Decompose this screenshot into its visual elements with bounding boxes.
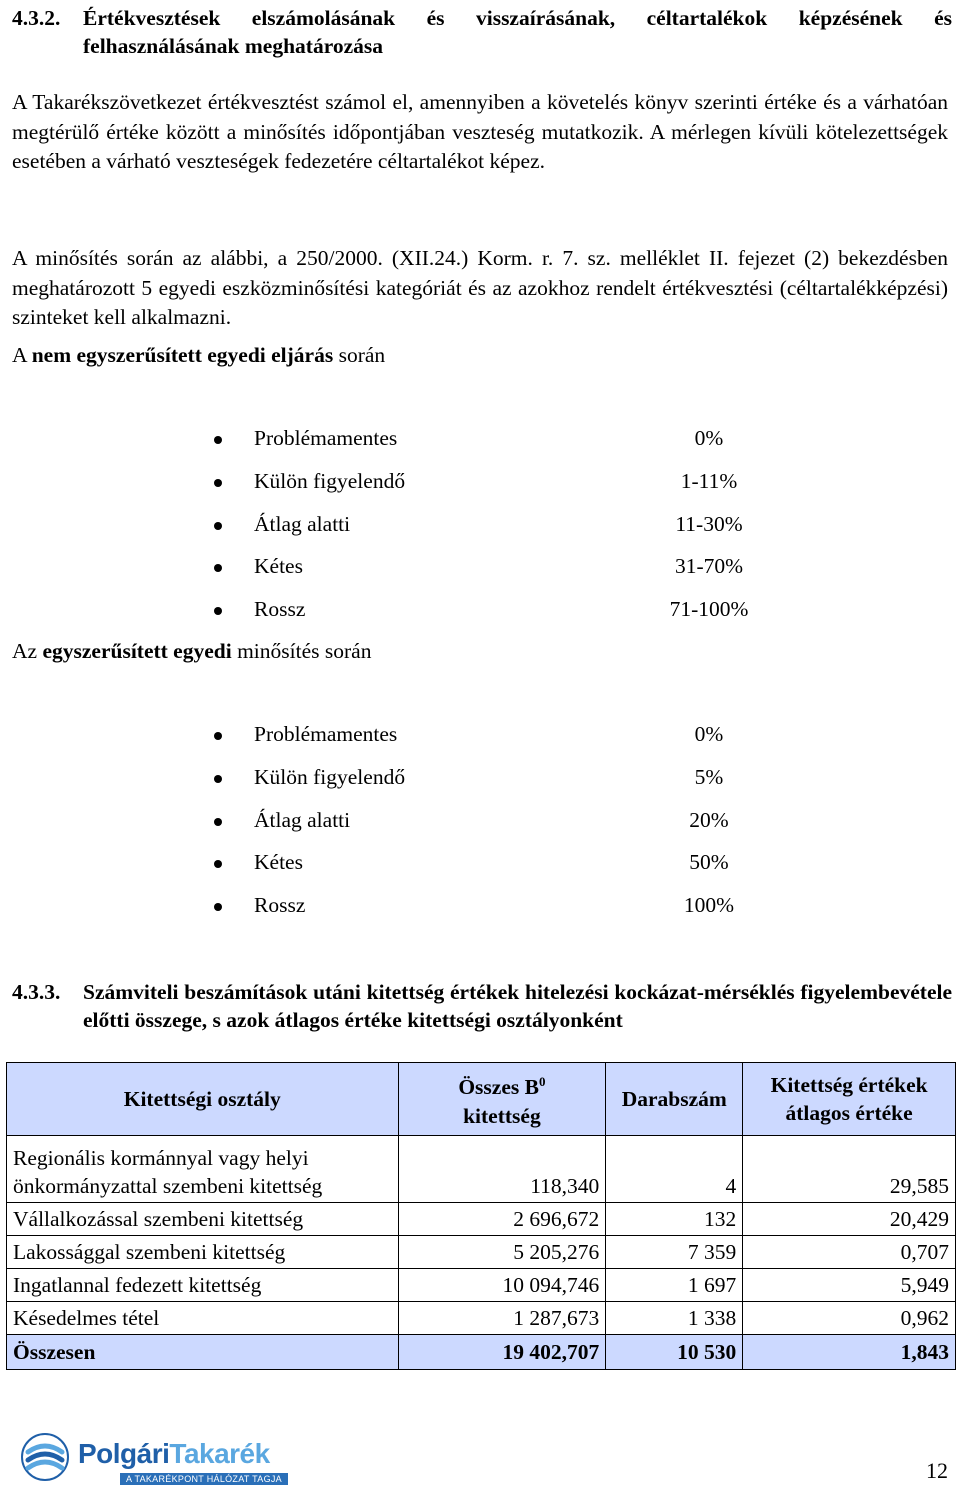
logo-tagline: A TAKARÉKPONT HÁLÓZAT TAGJA	[120, 1473, 288, 1485]
intro-suffix: során	[333, 343, 386, 367]
section-title: Értékvesztések elszámolásának és visszaírásának, céltartalékok képzésének és felhasználásának meghatározása	[83, 6, 952, 58]
paragraph-classification: A minősítés során az alábbi, a 250/2000. (XII.24.) Korm. r. 7. sz. melléklet II. fejezet (2) bekezdésben meghatározott 5 egyedi eszközminősítési kategóriát és az azokhoz rendelt értékvesztési (céltartalékképzési) szinteket kell alkalmazni.	[12, 246, 948, 329]
category-label: Kétes	[254, 850, 303, 875]
intro-prefix: A	[12, 343, 32, 367]
category-label: Átlag alatti	[254, 807, 351, 832]
logo-word-1: Polgári	[78, 1438, 170, 1469]
category-value: 20%	[689, 807, 729, 832]
simplified-list	[0, 722, 960, 936]
cell-total: 2 696,672	[398, 1203, 606, 1236]
intro-suffix: minősítés során	[231, 639, 372, 663]
header-exposure-class: Kitettségi osztály	[7, 1063, 399, 1136]
cell-class: Ingatlannal fedezett kitettség	[7, 1269, 399, 1302]
header-total-sup: 0	[538, 1074, 546, 1090]
header-total-main: Összes B	[458, 1075, 539, 1100]
cell-count: 7 359	[606, 1236, 743, 1269]
cell-average: 20,429	[743, 1203, 956, 1236]
section-title: Számviteli beszámítások utáni kitettség értékek hitelezési kockázat-mérséklés figyelembevétele előtti összege, s azok átlagos értéke kitettségi osztályonként	[83, 980, 952, 1032]
category-value: 71-100%	[669, 597, 749, 622]
category-value: 0%	[694, 722, 724, 746]
logo-emblem-icon	[20, 1432, 70, 1482]
section-heading-4-3-3	[12, 978, 952, 1034]
table-row	[7, 1203, 956, 1236]
list-item	[0, 722, 960, 765]
section-number: 4.3.3.	[12, 980, 61, 1004]
cell-class: Összesen	[7, 1335, 399, 1370]
nonsimplified-intro	[12, 341, 948, 371]
intro-prefix: Az	[12, 639, 43, 663]
category-value: 31-70%	[674, 554, 744, 579]
bullet-icon	[214, 775, 222, 783]
category-value: 1-11%	[680, 468, 738, 493]
cell-average: 0,962	[743, 1302, 956, 1335]
cell-count: 132	[606, 1203, 743, 1236]
cell-total: 1 287,673	[398, 1302, 606, 1335]
table-row	[7, 1302, 956, 1335]
nonsimplified-list	[0, 426, 960, 640]
polgari-takarek-logo	[20, 1430, 290, 1486]
list-item	[0, 808, 960, 851]
cell-count: 10 530	[606, 1335, 743, 1370]
cell-total: 10 094,746	[398, 1269, 606, 1302]
category-value: 0%	[694, 426, 724, 450]
logo-word-2: Takarék	[169, 1438, 270, 1469]
cell-average: 5,949	[743, 1269, 956, 1302]
table-row	[7, 1236, 956, 1269]
table-header-row	[7, 1063, 956, 1136]
bullet-icon	[214, 522, 222, 530]
table-row	[7, 1136, 956, 1203]
cell-class: Késedelmes tétel	[7, 1302, 399, 1335]
bullet-icon	[214, 479, 222, 487]
list-item	[0, 512, 960, 555]
category-value: 100%	[683, 893, 735, 918]
category-value: 11-30%	[675, 511, 743, 536]
category-label: Problémamentes	[254, 426, 398, 450]
cell-count: 4	[606, 1136, 743, 1203]
simplified-intro	[12, 637, 948, 667]
cell-average: 29,585	[743, 1136, 956, 1203]
cell-class: Vállalkozással szembeni kitettség	[7, 1203, 399, 1236]
header-total-sub: kitettség	[463, 1103, 541, 1128]
section-heading-4-3-2	[12, 4, 952, 60]
bullet-icon	[214, 436, 222, 444]
intro-bold: nem egyszerűsített egyedi eljárás	[31, 343, 334, 367]
header-count: Darabszám	[606, 1063, 743, 1136]
cell-class: Regionális kormánnyal vagy helyi önkormányzattal szembeni kitettség	[7, 1136, 399, 1203]
bullet-icon	[214, 564, 222, 572]
header-total-exposure	[398, 1063, 606, 1136]
category-label: Rossz	[254, 893, 306, 918]
category-label: Külön figyelendő	[254, 468, 406, 493]
cell-count: 1 697	[606, 1269, 743, 1302]
list-item	[0, 554, 960, 597]
header-average: Kitettség értékek átlagos értéke	[743, 1063, 956, 1136]
bullet-icon	[214, 818, 222, 826]
cell-count: 1 338	[606, 1302, 743, 1335]
category-label: Átlag alatti	[254, 511, 351, 536]
category-label: Külön figyelendő	[254, 764, 406, 789]
list-item	[0, 597, 960, 640]
cell-total: 5 205,276	[398, 1236, 606, 1269]
cell-class: Lakossággal szembeni kitettség	[7, 1236, 399, 1269]
bullet-icon	[214, 860, 222, 868]
cell-average: 1,843	[743, 1335, 956, 1370]
list-item	[0, 469, 960, 512]
list-item	[0, 765, 960, 808]
paragraph-intro: A Takarékszövetkezet értékvesztést számol el, amennyiben a követelés könyv szerinti értéke és a várhatóan megtérülő értéke között a minősítés időpontjában veszteség mutatkozik. A mérlegen kívüli kötelezettségek esetében a várható veszteségek fedezetére céltartalékot képez.	[12, 90, 948, 173]
cell-average: 0,707	[743, 1236, 956, 1269]
category-label: Rossz	[254, 597, 306, 622]
list-item	[0, 426, 960, 469]
bullet-icon	[214, 903, 222, 911]
category-label: Kétes	[254, 554, 303, 579]
page-number: 12	[926, 1458, 948, 1483]
intro-bold: egyszerűsített egyedi	[42, 639, 232, 663]
cell-total: 118,340	[398, 1136, 606, 1203]
table-row	[7, 1269, 956, 1302]
category-label: Problémamentes	[254, 722, 398, 746]
bullet-icon	[214, 732, 222, 740]
category-value: 50%	[689, 850, 729, 875]
category-value: 5%	[694, 764, 724, 789]
section-number: 4.3.2.	[12, 6, 61, 30]
exposure-table	[6, 1062, 956, 1370]
bullet-icon	[214, 607, 222, 615]
list-item	[0, 893, 960, 936]
logo-wordmark	[78, 1438, 270, 1470]
list-item	[0, 850, 960, 893]
cell-total: 19 402,707	[398, 1335, 606, 1370]
table-total-row	[7, 1335, 956, 1370]
